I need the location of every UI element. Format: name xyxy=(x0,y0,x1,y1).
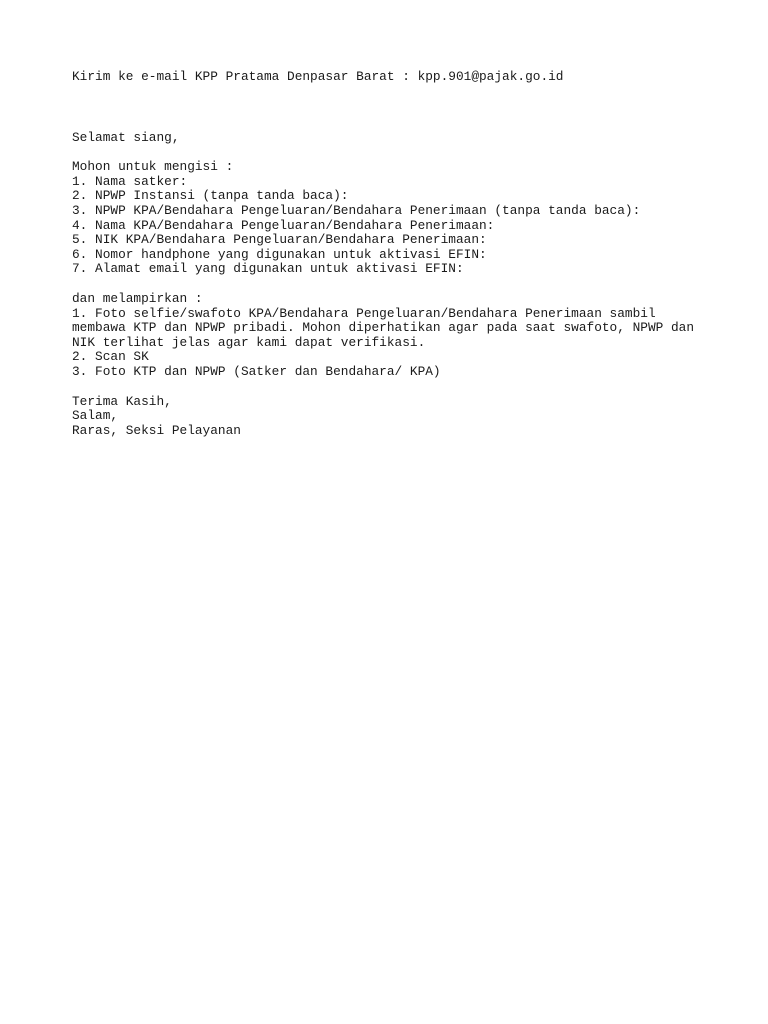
request-item: 6. Nomor handphone yang digunakan untuk aktivasi EFIN: xyxy=(72,246,487,262)
request-list xyxy=(72,175,712,277)
request-item: 3. NPWP KPA/Bendahara Pengeluaran/Bendahara Penerimaan (tanpa tanda baca): xyxy=(72,202,641,218)
request-item: 7. Alamat email yang digunakan untuk aktivasi EFIN: xyxy=(72,261,464,277)
attachment-item-line: NIK terlihat jelas agar kami dapat verifikasi. xyxy=(72,334,426,350)
request-intro: Mohon untuk mengisi : xyxy=(72,159,234,175)
request-item: 1. Nama satker: xyxy=(72,173,188,189)
attachment-item-line: membawa KTP dan NPWP pribadi. Mohon diperhatikan agar pada saat swafoto, NPWP dan xyxy=(72,320,695,336)
attachment-intro: dan melampirkan : xyxy=(72,290,203,306)
salutation-text: Salam, xyxy=(72,408,119,424)
greeting: Selamat siang, xyxy=(72,129,180,145)
request-item: 5. NIK KPA/Bendahara Pengeluaran/Bendahara Penerimaan: xyxy=(72,232,487,248)
attachment-list xyxy=(72,307,712,380)
attachment-item: 3. Foto KTP dan NPWP (Satker dan Bendahara/ KPA) xyxy=(72,363,441,379)
request-item: 4. Nama KPA/Bendahara Pengeluaran/Bendahara Penerimaan: xyxy=(72,217,495,233)
request-item: 2. NPWP Instansi (tanpa tanda baca): xyxy=(72,188,349,204)
email-header-line: Kirim ke e-mail KPP Pratama Denpasar Barat : kpp.901@pajak.go.id xyxy=(72,69,564,84)
attachment-item-line: 1. Foto selfie/swafoto KPA/Bendahara Pengeluaran/Bendahara Penerimaan sambil xyxy=(72,305,656,321)
signature-text: Raras, Seksi Pelayanan xyxy=(72,422,241,438)
attachment-item: 2. Scan SK xyxy=(72,349,149,365)
document-body xyxy=(72,70,712,438)
closing-text: Terima Kasih, xyxy=(72,393,172,409)
